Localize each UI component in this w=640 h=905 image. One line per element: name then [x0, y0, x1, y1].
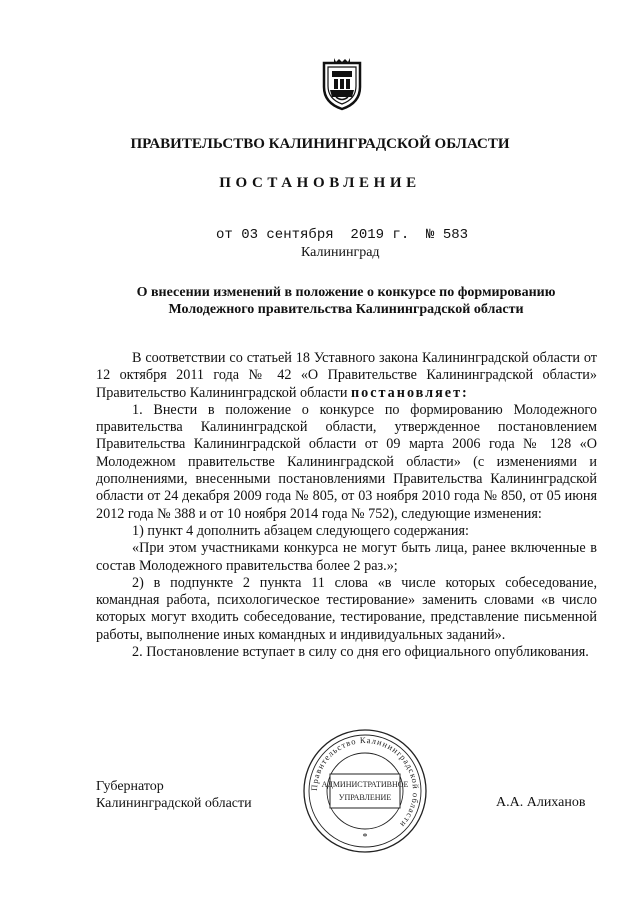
paragraph-preamble	[96, 350, 597, 402]
paragraph-quote: «При этом участниками конкурса не могут быть лица, ранее включенные в состав Молодежного правительства более 2 раз.»;	[96, 540, 597, 574]
seal-ring-text: Правительство Калининградской области	[308, 734, 422, 831]
document-type: ПОСТАНОВЛЕНИЕ	[219, 175, 421, 191]
paragraph-item-1: 1. Внести в положение о конкурсе по формированию Молодежного правительства Калининградской области, утвержденное постановлением Правительства Калининградской области от 09 марта 2006 года № 128 «О Молодежном правительстве Калининградской области» (с изменениями и дополнениями, внесенными постановлениями Правительства Калининградской области от 24 декабря 2009 года № 805, от 03 ноября 2010 года № 850, от 05 июня 2012 года № 388 и от 10 ноября 2014 года № 752), следующие изменения:	[96, 401, 597, 522]
seal-center-line-1: АДМИНИСТРАТИВНОЕ	[321, 780, 409, 789]
resolves-word: постановляет:	[350, 384, 469, 401]
signatory-name: А.А. Алиханов	[496, 795, 586, 810]
document-body	[96, 350, 597, 661]
seal-center-line-2: УПРАВЛЕНИЕ	[338, 793, 392, 802]
paragraph-subitem-1: 1) пункт 4 дополнить абзацем следующего содержания:	[132, 522, 469, 539]
official-seal-icon	[300, 726, 430, 856]
signatory-title: Губернатор	[96, 779, 164, 794]
paragraph-subitem-2: 2) в подпункте 2 пункта 11 слова «в числе которых собеседование, командная работа, психологическое тестирование» заменить словами «в число которых могут входить собеседование, тестирование, представление письменной работы, выполнение иных командных и индивидуальных заданий».	[96, 574, 597, 643]
seal-star: *	[362, 832, 368, 843]
subject-line-2: Молодежного правительства Калининградской области	[168, 302, 524, 317]
paragraph-item-2: 2. Постановление вступает в силу со дня его официального опубликования.	[132, 644, 589, 661]
preamble-text: В соответствии со статьей 18 Уставного закона Калининградской области от 12 октября 2011 года № 42 «О Правительстве Калининградской области» Правительство Калининградской области	[96, 350, 597, 401]
signatory-region: Калининградской области	[96, 796, 252, 811]
signatory-position	[96, 778, 252, 812]
document-date-number: от 03 сентября 2019 г. № 583	[216, 227, 469, 243]
document-city: Калининград	[301, 245, 380, 260]
government-name: ПРАВИТЕЛЬСТВО КАЛИНИНГРАДСКОЙ ОБЛАСТИ	[130, 136, 510, 152]
document-subject	[96, 284, 596, 318]
coat-of-arms-icon	[320, 57, 364, 111]
subject-line-1: О внесении изменений в положение о конкурсе по формированию	[136, 285, 556, 300]
